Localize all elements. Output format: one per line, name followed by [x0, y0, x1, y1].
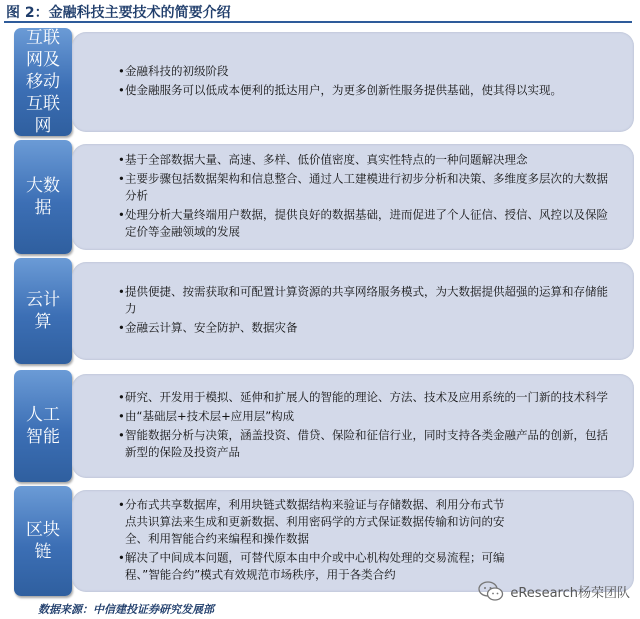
bullet-item: • 解决了中间成本问题，可替代原本由中介或中心机构处理的交易流程；可编程、”智能合约”模式有效规范市场秩序，用于各类合约 [118, 550, 514, 584]
row-content-box [72, 144, 634, 250]
row-ai [14, 370, 634, 482]
row-content-box [72, 32, 634, 132]
row-label: 人工智能 [26, 405, 60, 447]
row-label-box [14, 370, 72, 482]
row-content-box [72, 490, 634, 592]
bullet-list [118, 389, 618, 463]
bullet-list [118, 152, 618, 243]
title-divider [4, 21, 632, 23]
bullet-item: • 提供便捷、按需获取和可配置计算资源的共享网络服务模式，为大数据提供超强的运算和存储能力 [118, 284, 618, 318]
bullet-item: • 主要步骤包括数据架构和信息整合、通过人工建模进行初步分析和决策、多维度多层次的大数据分析 [118, 171, 618, 205]
row-label: 大数据 [26, 176, 60, 218]
figure-title: 图 2：金融科技主要技术的简要介绍 [6, 5, 231, 21]
row-label-box [14, 258, 72, 364]
bullet-item: • 使金融服务可以低成本便利的抵达用户，为更多创新性服务提供基础，使其得以实现。 [118, 82, 618, 99]
watermark [478, 580, 630, 602]
bullet-item: • 金融云计算、安全防护、数据灾备 [118, 320, 618, 337]
bullet-item: • 由“基础层+技术层+应用层”构成 [118, 408, 618, 425]
bullet-item: • 基于全部数据大量、高速、多样、低价值密度、真实性特点的一种问题解决理念 [118, 152, 618, 169]
data-source: 数据来源：中信建投证券研究发展部 [38, 603, 214, 616]
bullet-list [118, 497, 514, 586]
row-label-box [14, 486, 72, 596]
watermark-text: eResearch杨荣团队 [510, 585, 630, 601]
row-internet [14, 28, 634, 136]
row-label-box [14, 28, 72, 136]
row-label-box [14, 140, 72, 254]
row-content-box [72, 262, 634, 360]
row-cloud-computing [14, 258, 634, 364]
row-content-box [72, 374, 634, 478]
bullet-item: • 智能数据分析与决策，涵盖投资、借贷、保险和征信行业，同时支持各类金融产品的创新，包括新型的保险及投资产品 [118, 427, 618, 461]
wechat-icon [478, 580, 504, 602]
row-label: 云计算 [26, 290, 60, 332]
bullet-item: • 金融科技的初级阶段 [118, 63, 618, 80]
bullet-list [118, 63, 618, 101]
bullet-item: • 分布式共享数据库，利用块链式数据结构来验证与存储数据、利用分布式节点共识算法来生成和更新数据、利用密码学的方式保证数据传输和访问的安全、利用智能合约来编程和操作数据 [118, 497, 514, 548]
row-label: 互联网及移动互联网 [26, 28, 60, 136]
row-big-data [14, 140, 634, 254]
bullet-item: • 研究、开发用于模拟、延伸和扩展人的智能的理论、方法、技术及应用系统的一门新的技术科学 [118, 389, 618, 406]
bullet-list [118, 284, 618, 339]
row-label: 区块链 [26, 520, 60, 562]
bullet-item: • 处理分析大量终端用户数据，提供良好的数据基础，进而促进了个人征信、授信、风控以及保险定价等金融领域的发展 [118, 207, 618, 241]
